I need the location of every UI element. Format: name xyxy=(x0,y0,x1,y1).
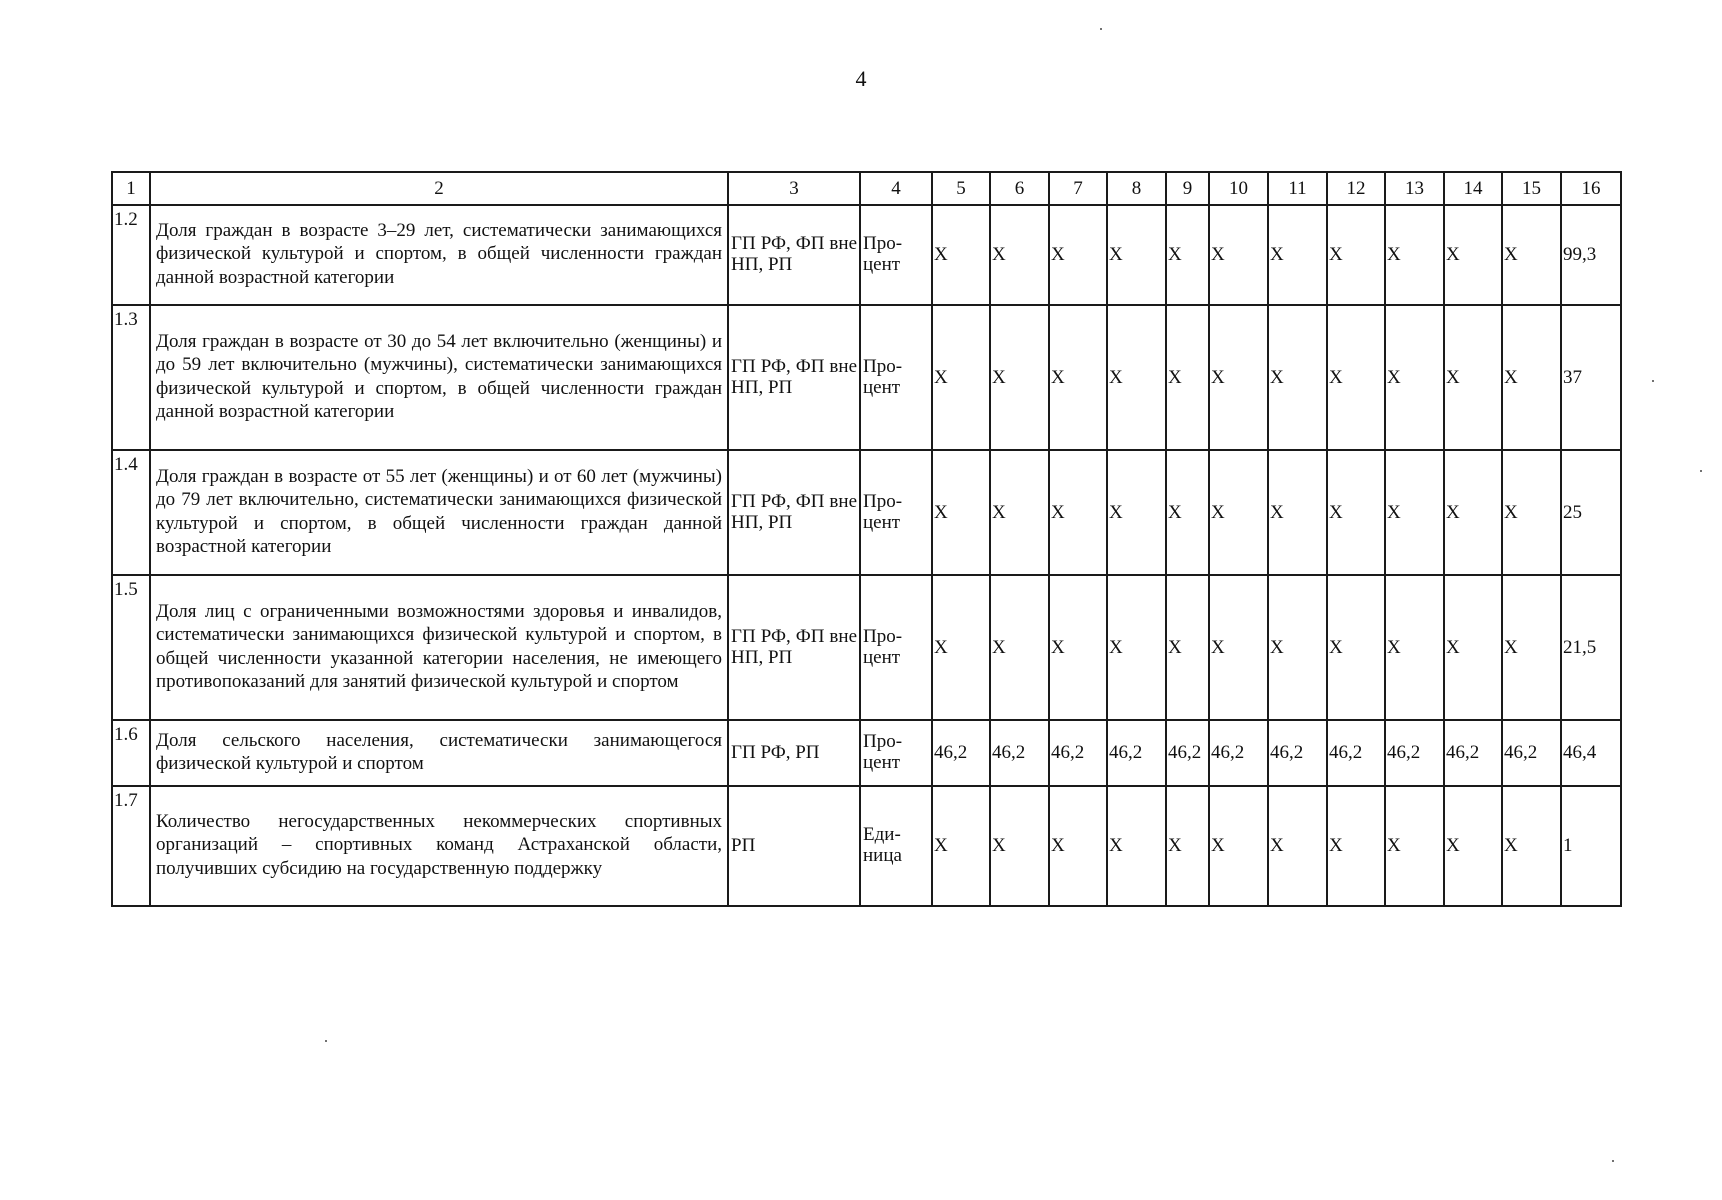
value-cell: Х xyxy=(1502,575,1561,720)
column-header: 5 xyxy=(932,172,990,205)
indicator-name: Доля граждан в возрасте от 55 лет (женщины) и от 60 лет (мужчины) до 79 лет включительно, систематически занимающихся физической культурой и спортом, в общей численности граждан данной возрастной категории xyxy=(150,450,728,575)
value-cell: 46,2 xyxy=(1444,720,1502,786)
value-cell: Х xyxy=(990,575,1049,720)
value-cell: 46,2 xyxy=(1268,720,1327,786)
value-cell: Х xyxy=(932,786,990,906)
column-header: 4 xyxy=(860,172,932,205)
value-cell: Х xyxy=(1209,305,1268,450)
row-number: 1.5 xyxy=(112,575,150,720)
value-cell: Х xyxy=(1268,305,1327,450)
value-cell: Х xyxy=(1385,786,1444,906)
row-number: 1.6 xyxy=(112,720,150,786)
scan-speck xyxy=(1652,380,1654,382)
value-cell: Х xyxy=(1268,786,1327,906)
table-row xyxy=(112,305,1621,450)
value-cell: Х xyxy=(1166,786,1209,906)
value-cell: 46,2 xyxy=(1502,720,1561,786)
row-number: 1.3 xyxy=(112,305,150,450)
unit-cell: Про-цент xyxy=(860,450,932,575)
source-cell: РП xyxy=(728,786,860,906)
column-header: 7 xyxy=(1049,172,1107,205)
column-header: 9 xyxy=(1166,172,1209,205)
indicator-name: Доля граждан в возрасте от 30 до 54 лет включительно (женщины) и до 59 лет включительно (мужчины), систематически занимающихся физической культурой и спортом, в общей численности граждан данной возрастной категории xyxy=(150,305,728,450)
value-cell: Х xyxy=(1049,575,1107,720)
table-row xyxy=(112,575,1621,720)
value-cell: 25 xyxy=(1561,450,1621,575)
value-cell: 21,5 xyxy=(1561,575,1621,720)
value-cell: Х xyxy=(1049,450,1107,575)
source-cell: ГП РФ, ФП вне НП, РП xyxy=(728,575,860,720)
value-cell: Х xyxy=(1444,305,1502,450)
column-header: 3 xyxy=(728,172,860,205)
column-header: 11 xyxy=(1268,172,1327,205)
value-cell: Х xyxy=(1502,305,1561,450)
value-cell: Х xyxy=(1107,450,1166,575)
value-cell: Х xyxy=(1166,450,1209,575)
value-cell: Х xyxy=(1502,786,1561,906)
value-cell: Х xyxy=(1268,450,1327,575)
value-cell: 37 xyxy=(1561,305,1621,450)
value-cell: Х xyxy=(1385,305,1444,450)
value-cell: 99,3 xyxy=(1561,205,1621,305)
value-cell: Х xyxy=(1444,205,1502,305)
header-row xyxy=(112,172,1621,205)
value-cell: Х xyxy=(1166,575,1209,720)
column-header: 10 xyxy=(1209,172,1268,205)
value-cell: Х xyxy=(1327,575,1385,720)
source-cell: ГП РФ, ФП вне НП, РП xyxy=(728,205,860,305)
value-cell: Х xyxy=(1166,205,1209,305)
unit-cell: Про-цент xyxy=(860,720,932,786)
value-cell: Х xyxy=(1385,205,1444,305)
unit-cell: Еди-ница xyxy=(860,786,932,906)
table-row xyxy=(112,205,1621,305)
unit-cell: Про-цент xyxy=(860,575,932,720)
column-header: 16 xyxy=(1561,172,1621,205)
value-cell: Х xyxy=(990,450,1049,575)
value-cell: Х xyxy=(1049,786,1107,906)
value-cell: Х xyxy=(1444,786,1502,906)
value-cell: Х xyxy=(1268,575,1327,720)
value-cell: Х xyxy=(1107,575,1166,720)
value-cell: 46,2 xyxy=(1209,720,1268,786)
unit-cell: Про-цент xyxy=(860,305,932,450)
table-row xyxy=(112,450,1621,575)
indicator-name: Доля сельского населения, систематически занимающегося физической культурой и спортом xyxy=(150,720,728,786)
value-cell: Х xyxy=(1385,575,1444,720)
value-cell: Х xyxy=(1444,450,1502,575)
value-cell: 46,2 xyxy=(1327,720,1385,786)
row-number: 1.2 xyxy=(112,205,150,305)
value-cell: Х xyxy=(1107,305,1166,450)
scan-speck xyxy=(1700,470,1702,472)
unit-cell: Про-цент xyxy=(860,205,932,305)
value-cell: 46,2 xyxy=(1107,720,1166,786)
column-header: 12 xyxy=(1327,172,1385,205)
value-cell: Х xyxy=(932,450,990,575)
value-cell: Х xyxy=(1444,575,1502,720)
value-cell: Х xyxy=(1209,450,1268,575)
column-header: 2 xyxy=(150,172,728,205)
value-cell: Х xyxy=(1502,450,1561,575)
value-cell: Х xyxy=(1502,205,1561,305)
value-cell: Х xyxy=(1049,205,1107,305)
indicator-name: Доля лиц с ограниченными возможностями здоровья и инвалидов, систематически занимающихся физической культурой и спортом, в общей численности указанной категории населения, не имеющего противопоказаний для занятий физической культурой и спортом xyxy=(150,575,728,720)
source-cell: ГП РФ, ФП вне НП, РП xyxy=(728,305,860,450)
value-cell: 46,2 xyxy=(1385,720,1444,786)
column-header: 13 xyxy=(1385,172,1444,205)
value-cell: Х xyxy=(1327,786,1385,906)
value-cell: Х xyxy=(1107,205,1166,305)
value-cell: Х xyxy=(932,575,990,720)
column-header: 15 xyxy=(1502,172,1561,205)
scan-speck xyxy=(1100,28,1102,30)
row-number: 1.7 xyxy=(112,786,150,906)
column-header: 14 xyxy=(1444,172,1502,205)
value-cell: Х xyxy=(1107,786,1166,906)
row-number: 1.4 xyxy=(112,450,150,575)
column-header: 8 xyxy=(1107,172,1166,205)
value-cell: Х xyxy=(1166,305,1209,450)
column-header: 6 xyxy=(990,172,1049,205)
value-cell: 46,2 xyxy=(932,720,990,786)
indicators-table xyxy=(111,171,1622,907)
source-cell: ГП РФ, ФП вне НП, РП xyxy=(728,450,860,575)
value-cell: 46,2 xyxy=(1049,720,1107,786)
value-cell: Х xyxy=(1327,305,1385,450)
value-cell: Х xyxy=(990,205,1049,305)
scan-speck xyxy=(325,1040,327,1042)
value-cell: 46,2 xyxy=(1166,720,1209,786)
table-row xyxy=(112,786,1621,906)
value-cell: Х xyxy=(1385,450,1444,575)
value-cell: Х xyxy=(1049,305,1107,450)
column-header: 1 xyxy=(112,172,150,205)
value-cell: Х xyxy=(990,786,1049,906)
page-number: 4 xyxy=(855,66,867,91)
scan-speck xyxy=(1612,1160,1614,1162)
value-cell: Х xyxy=(1327,450,1385,575)
value-cell: Х xyxy=(1209,205,1268,305)
value-cell: Х xyxy=(1327,205,1385,305)
source-cell: ГП РФ, РП xyxy=(728,720,860,786)
value-cell: Х xyxy=(990,305,1049,450)
table-row xyxy=(112,720,1621,786)
value-cell: Х xyxy=(1209,575,1268,720)
value-cell: Х xyxy=(1268,205,1327,305)
value-cell: Х xyxy=(1209,786,1268,906)
value-cell: Х xyxy=(932,305,990,450)
value-cell: Х xyxy=(932,205,990,305)
value-cell: 46,2 xyxy=(990,720,1049,786)
value-cell: 46,4 xyxy=(1561,720,1621,786)
value-cell: 1 xyxy=(1561,786,1621,906)
indicator-name: Количество негосударственных некоммерческих спортивных организаций – спортивных команд Астраханской области, получивших субсидию на государственную поддержку xyxy=(150,786,728,906)
indicator-name: Доля граждан в возрасте 3–29 лет, систематически занимающихся физической культурой и спортом, в общей численности граждан данной возрастной категории xyxy=(150,205,728,305)
